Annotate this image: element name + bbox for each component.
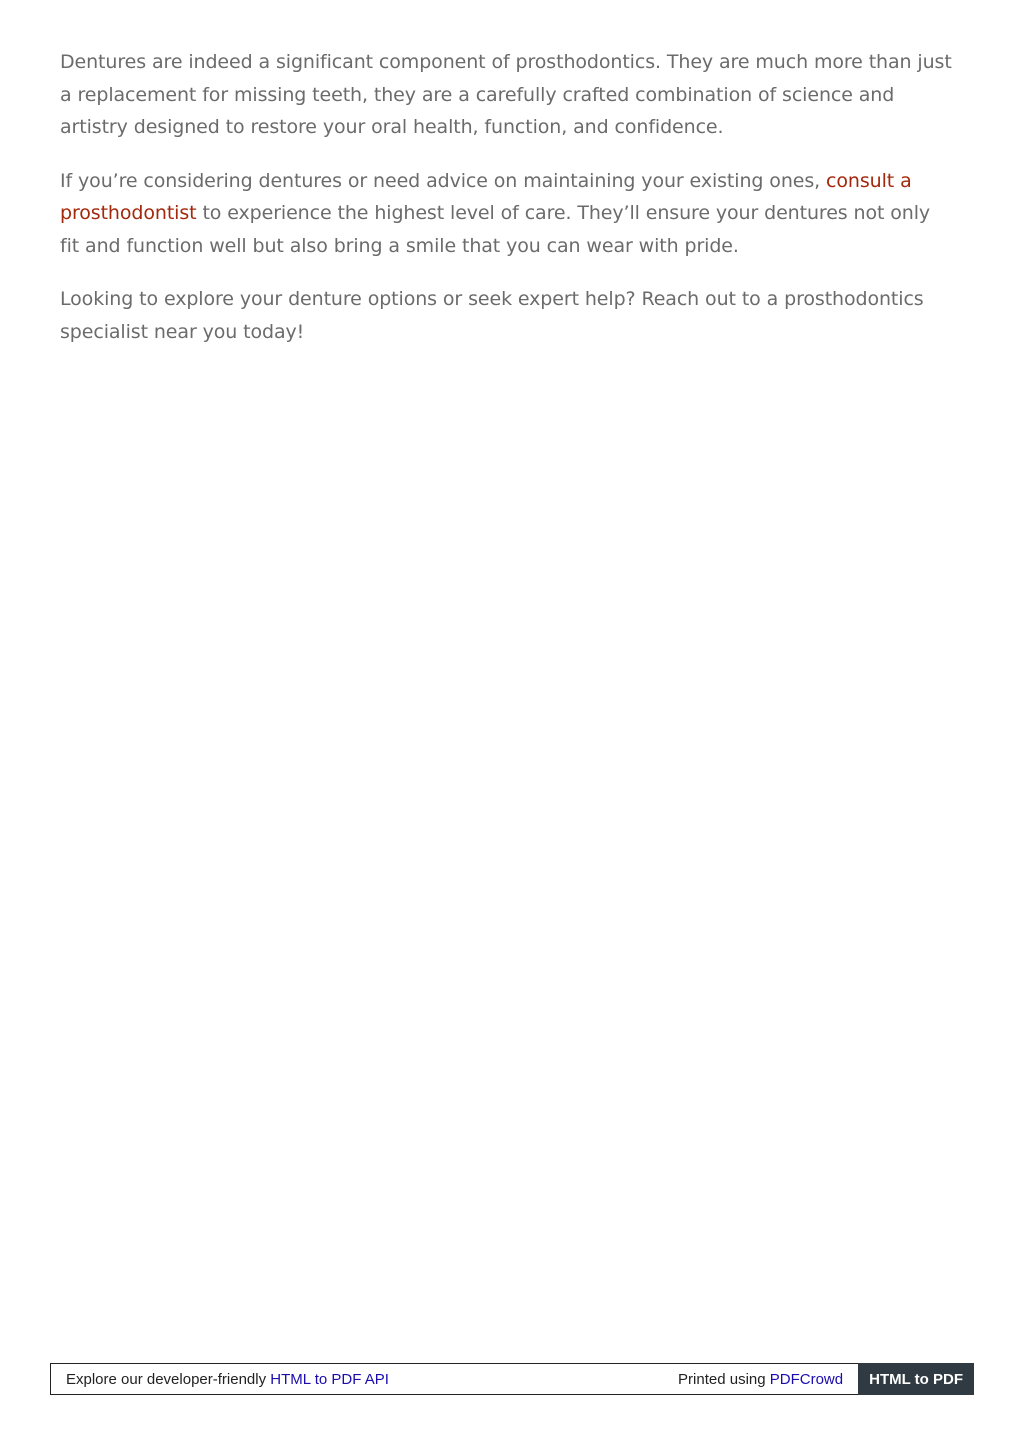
paragraph-intro: Dentures are indeed a significant component of prosthodontics. They are much more than just a replacement for missing teeth, they are a carefully crafted combination of science and artistry designed to restore your oral health, function, and confidence. <box>60 51 952 138</box>
paragraph-cta: Looking to explore your denture options or seek expert help? Reach out to a prosthodontics specialist near you today! <box>60 288 924 343</box>
footer-explore <box>51 1371 678 1388</box>
footer-printed <box>678 1371 858 1388</box>
article-body <box>60 46 955 369</box>
html-to-pdf-api-link[interactable]: HTML to PDF API <box>270 1370 389 1388</box>
paragraph-consult <box>60 165 955 263</box>
footer-printed-text: Printed using <box>678 1370 770 1388</box>
consult-prosthodontist-link[interactable]: consult a prosthodontist <box>60 169 912 224</box>
pdfcrowd-link[interactable]: PDFCrowd <box>769 1370 844 1388</box>
paragraph-consult-text-start: If you’re considering dentures or need advice on maintaining your existing ones, <box>60 169 827 192</box>
html-to-pdf-badge[interactable]: HTML to PDF <box>858 1363 974 1395</box>
footer-explore-text: Explore our developer-friendly <box>66 1370 271 1388</box>
pdfcrowd-footer <box>50 1363 974 1395</box>
paragraph-consult-text-end: to experience the highest level of care. They’ll ensure your dentures not only fit and function well but also bring a smile that you can wear with pride. <box>60 202 931 257</box>
